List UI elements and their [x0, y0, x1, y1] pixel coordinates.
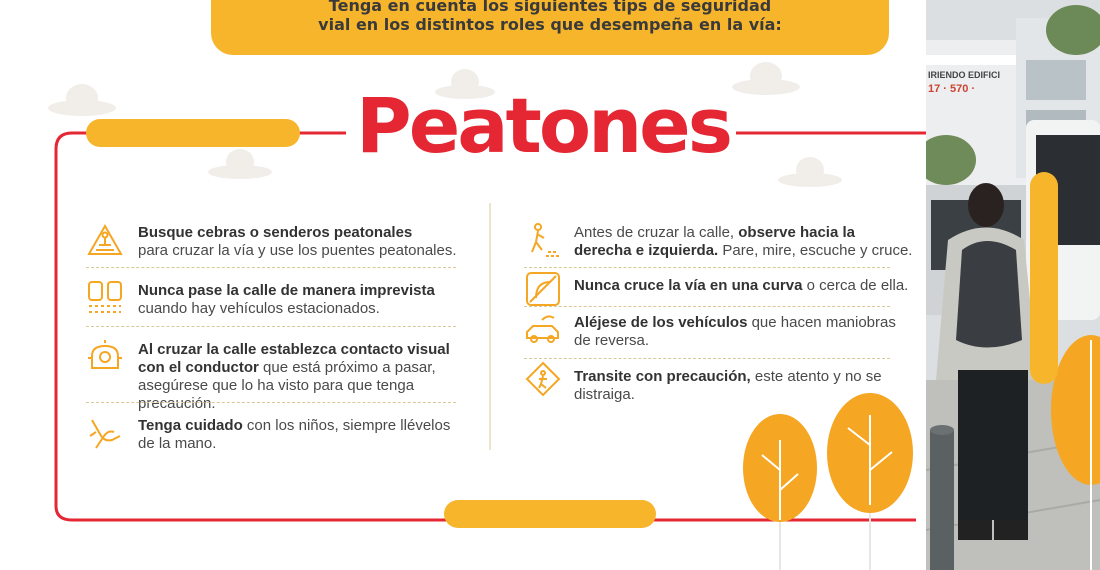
driver-contact-icon [86, 338, 124, 381]
orange-tree-small [743, 414, 817, 570]
reversing-car-icon [524, 312, 562, 355]
tip-right-4-rest: este atento y no se distraiga. [574, 368, 882, 403]
tip-right-2 [574, 277, 914, 295]
header-line-2: vial en los distintos roles que desempeña en la vía: [318, 15, 782, 34]
tip-right-1-pre: Antes de cruzar la calle, [574, 224, 739, 241]
divider [86, 402, 456, 403]
tip-left-2 [138, 282, 478, 318]
tip-right-4 [574, 368, 894, 404]
parked-cars-icon [86, 278, 124, 321]
tip-left-1-bold: Busque cebras o senderos peatonales [138, 224, 413, 241]
tip-left-2-bold: Nunca pase la calle de manera imprevista [138, 282, 435, 299]
tip-right-2-rest: o cerca de ella. [802, 277, 909, 294]
divider [524, 358, 890, 359]
page-title: Peatones [356, 81, 730, 170]
tip-right-1-rest: Pare, mire, escuche y cruce. [718, 242, 913, 259]
tip-right-2-bold: Nunca cruce la vía en una curva [574, 277, 803, 294]
header-text [211, 0, 889, 34]
tip-left-4-bold: Tenga cuidado [138, 417, 243, 434]
tip-left-3-bold: Al cruzar la calle establezca contacto visual con el conductor [138, 341, 450, 376]
tip-right-1-bold: observe hacia la derecha e izquierda. [574, 224, 855, 259]
title-left-pill [86, 119, 300, 147]
tip-right-1 [574, 224, 914, 260]
divider [86, 326, 456, 327]
tip-left-4-rest: con los niños, siempre llévelos de la mano. [138, 417, 451, 452]
tip-left-1 [138, 224, 478, 260]
caution-sign-icon [524, 360, 562, 403]
header-line-1: Tenga en cuenta los siguientes tips de seguridad [328, 0, 772, 15]
tip-right-3 [574, 314, 914, 350]
building-sign-number: 17 · 570 · [928, 83, 976, 95]
tip-left-3-rest: que está próximo a pasar, asegúrese que lo ha visto para que tenga precaución. [138, 359, 436, 412]
tip-left-4 [138, 417, 458, 453]
pedestrian-crossing-icon [524, 222, 562, 265]
tip-left-2-rest: cuando hay vehículos estacionados. [138, 300, 380, 317]
crosswalk-sign-icon [86, 222, 124, 265]
tip-right-4-bold: Transite con precaución, [574, 368, 751, 385]
divider [86, 267, 456, 268]
orange-tree-large [827, 393, 913, 570]
street-photo-illustration [926, 0, 1100, 570]
divider [524, 267, 890, 268]
bottom-pill [444, 500, 656, 528]
tip-right-3-bold: Aléjese de los vehículos [574, 314, 748, 331]
holding-hands-icon [86, 414, 124, 457]
tip-right-3-rest: que hacen maniobras de reversa. [574, 314, 896, 349]
street-photo [926, 0, 1100, 570]
building-sign-text: IRIENDO EDIFICI [928, 70, 1001, 80]
divider [524, 306, 890, 307]
tip-left-1-rest: para cruzar la vía y use los puentes peatonales. [138, 242, 457, 259]
